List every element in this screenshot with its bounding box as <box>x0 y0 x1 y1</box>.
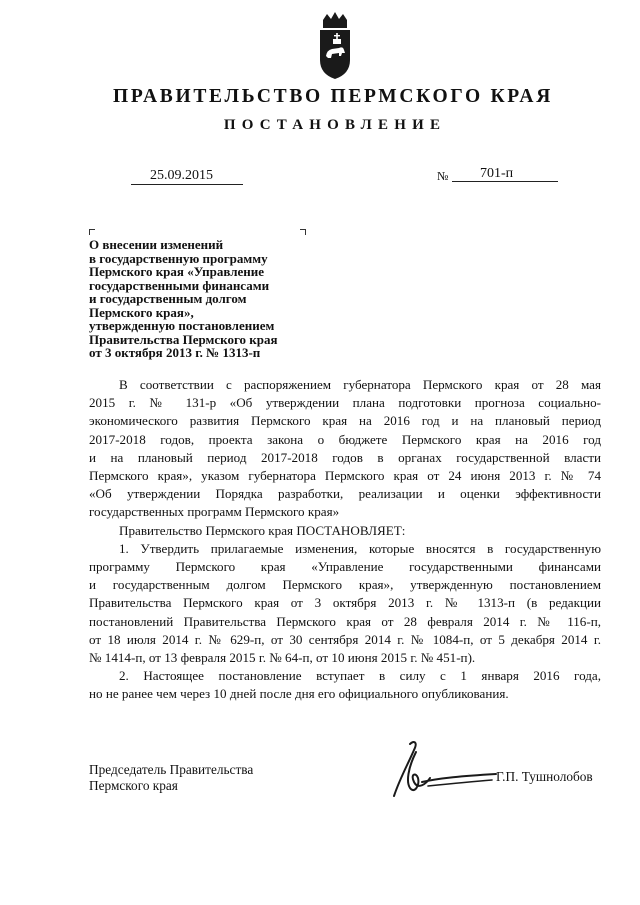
document-number: 701-п <box>480 166 514 181</box>
subject-line: Правительства Пермского края <box>89 331 278 347</box>
date-underline <box>131 184 243 185</box>
subject-line: государственными финансами <box>89 277 270 293</box>
text-line: «Об утверждении Порядка разработки, реализации и оценки эффективности <box>89 486 601 502</box>
number-underline <box>452 181 558 182</box>
text-line: № 1414-п, от 13 февраля 2015 г. № 64-п, от 10 июня 2015 г. № 451-п). <box>89 650 476 666</box>
text-line: 2017-2018 годов, проекта закона о бюджете Пермского края на 2016 год <box>89 431 601 447</box>
text-line: В соответствии с распоряжением губернатора Пермского края от 28 мая <box>119 377 601 392</box>
subject-line: и государственным долгом <box>89 291 247 306</box>
text-line: но не ранее чем через 10 дней после дня его официального опубликования. <box>89 686 509 702</box>
government-title: ПРАВИТЕЛЬСТВО ПЕРМСКОГО КРАЯ <box>113 86 553 107</box>
text-line: постановлений Правительства Пермского края от 28 февраля 2014 г. № 116-п, <box>89 613 601 629</box>
text-line: экономического развития Пермского края на 2016 год и на плановый период <box>89 413 601 429</box>
signer-position-line: Председатель Правительства <box>89 762 254 777</box>
document-type: ПОСТАНОВЛЕНИЕ <box>223 117 447 133</box>
subject-corner-mark-left <box>89 229 95 235</box>
subject-line: утвержденную постановлением <box>89 318 275 333</box>
text-line: 2. Настоящее постановление вступает в силу с 1 января 2016 года, <box>119 668 601 684</box>
signer-position-line: Пермского края <box>89 777 178 793</box>
text-line: государственных программ Пермского края» <box>89 504 340 520</box>
text-line: 1. Утвердить прилагаемые изменения, которые вносятся в государственную <box>119 540 601 556</box>
text-line: Пермского края», указом губернатора Пермского края от 24 июня 2013 г. № 74 <box>89 468 601 484</box>
subject-corner-mark-right <box>300 229 306 235</box>
subject-line: в государственную программу <box>89 250 268 266</box>
paragraph-preamble <box>89 376 601 522</box>
text-line: и государственным долгом Пермского края», утвержденную постановлением <box>89 577 601 593</box>
handwritten-signature-icon <box>388 738 500 802</box>
document-date: 25.09.2015 <box>150 168 213 183</box>
subject-line: от 3 октября 2013 г. № 1313-п <box>89 345 261 360</box>
document-body <box>89 376 601 704</box>
subject-line: О внесении изменений <box>89 237 224 252</box>
number-label: № <box>437 169 449 183</box>
paragraph-item-2 <box>89 667 601 703</box>
subject-line: Пермского края», <box>89 304 194 320</box>
subject-line: Пермского края «Управление <box>89 264 265 279</box>
perm-coat-of-arms-icon <box>317 12 353 82</box>
document-subject <box>89 238 319 360</box>
paragraph-resolves: Правительство Пермского края ПОСТАНОВЛЯЕТ: <box>119 522 406 538</box>
text-line: Правительства Пермского края от 3 октября 2013 г. № 1313-п (в редакции <box>89 595 601 611</box>
signer-position <box>89 762 253 793</box>
signer-name: Г.П. Тушнолобов <box>496 769 593 784</box>
paragraph-item-1 <box>89 540 601 667</box>
text-line: и на плановый период 2017-2018 годов в органах государственной власти <box>89 449 601 465</box>
text-line: от 18 июля 2014 г. № 629-п, от 30 сентября 2014 г. № 1084-п, от 5 декабря 2014 г. <box>89 631 601 647</box>
text-line: 2015 г. № 131-р «Об утверждении плана подготовки прогноза социально- <box>89 395 601 411</box>
text-line: программу Пермского края «Управление государственными финансами <box>89 559 601 575</box>
